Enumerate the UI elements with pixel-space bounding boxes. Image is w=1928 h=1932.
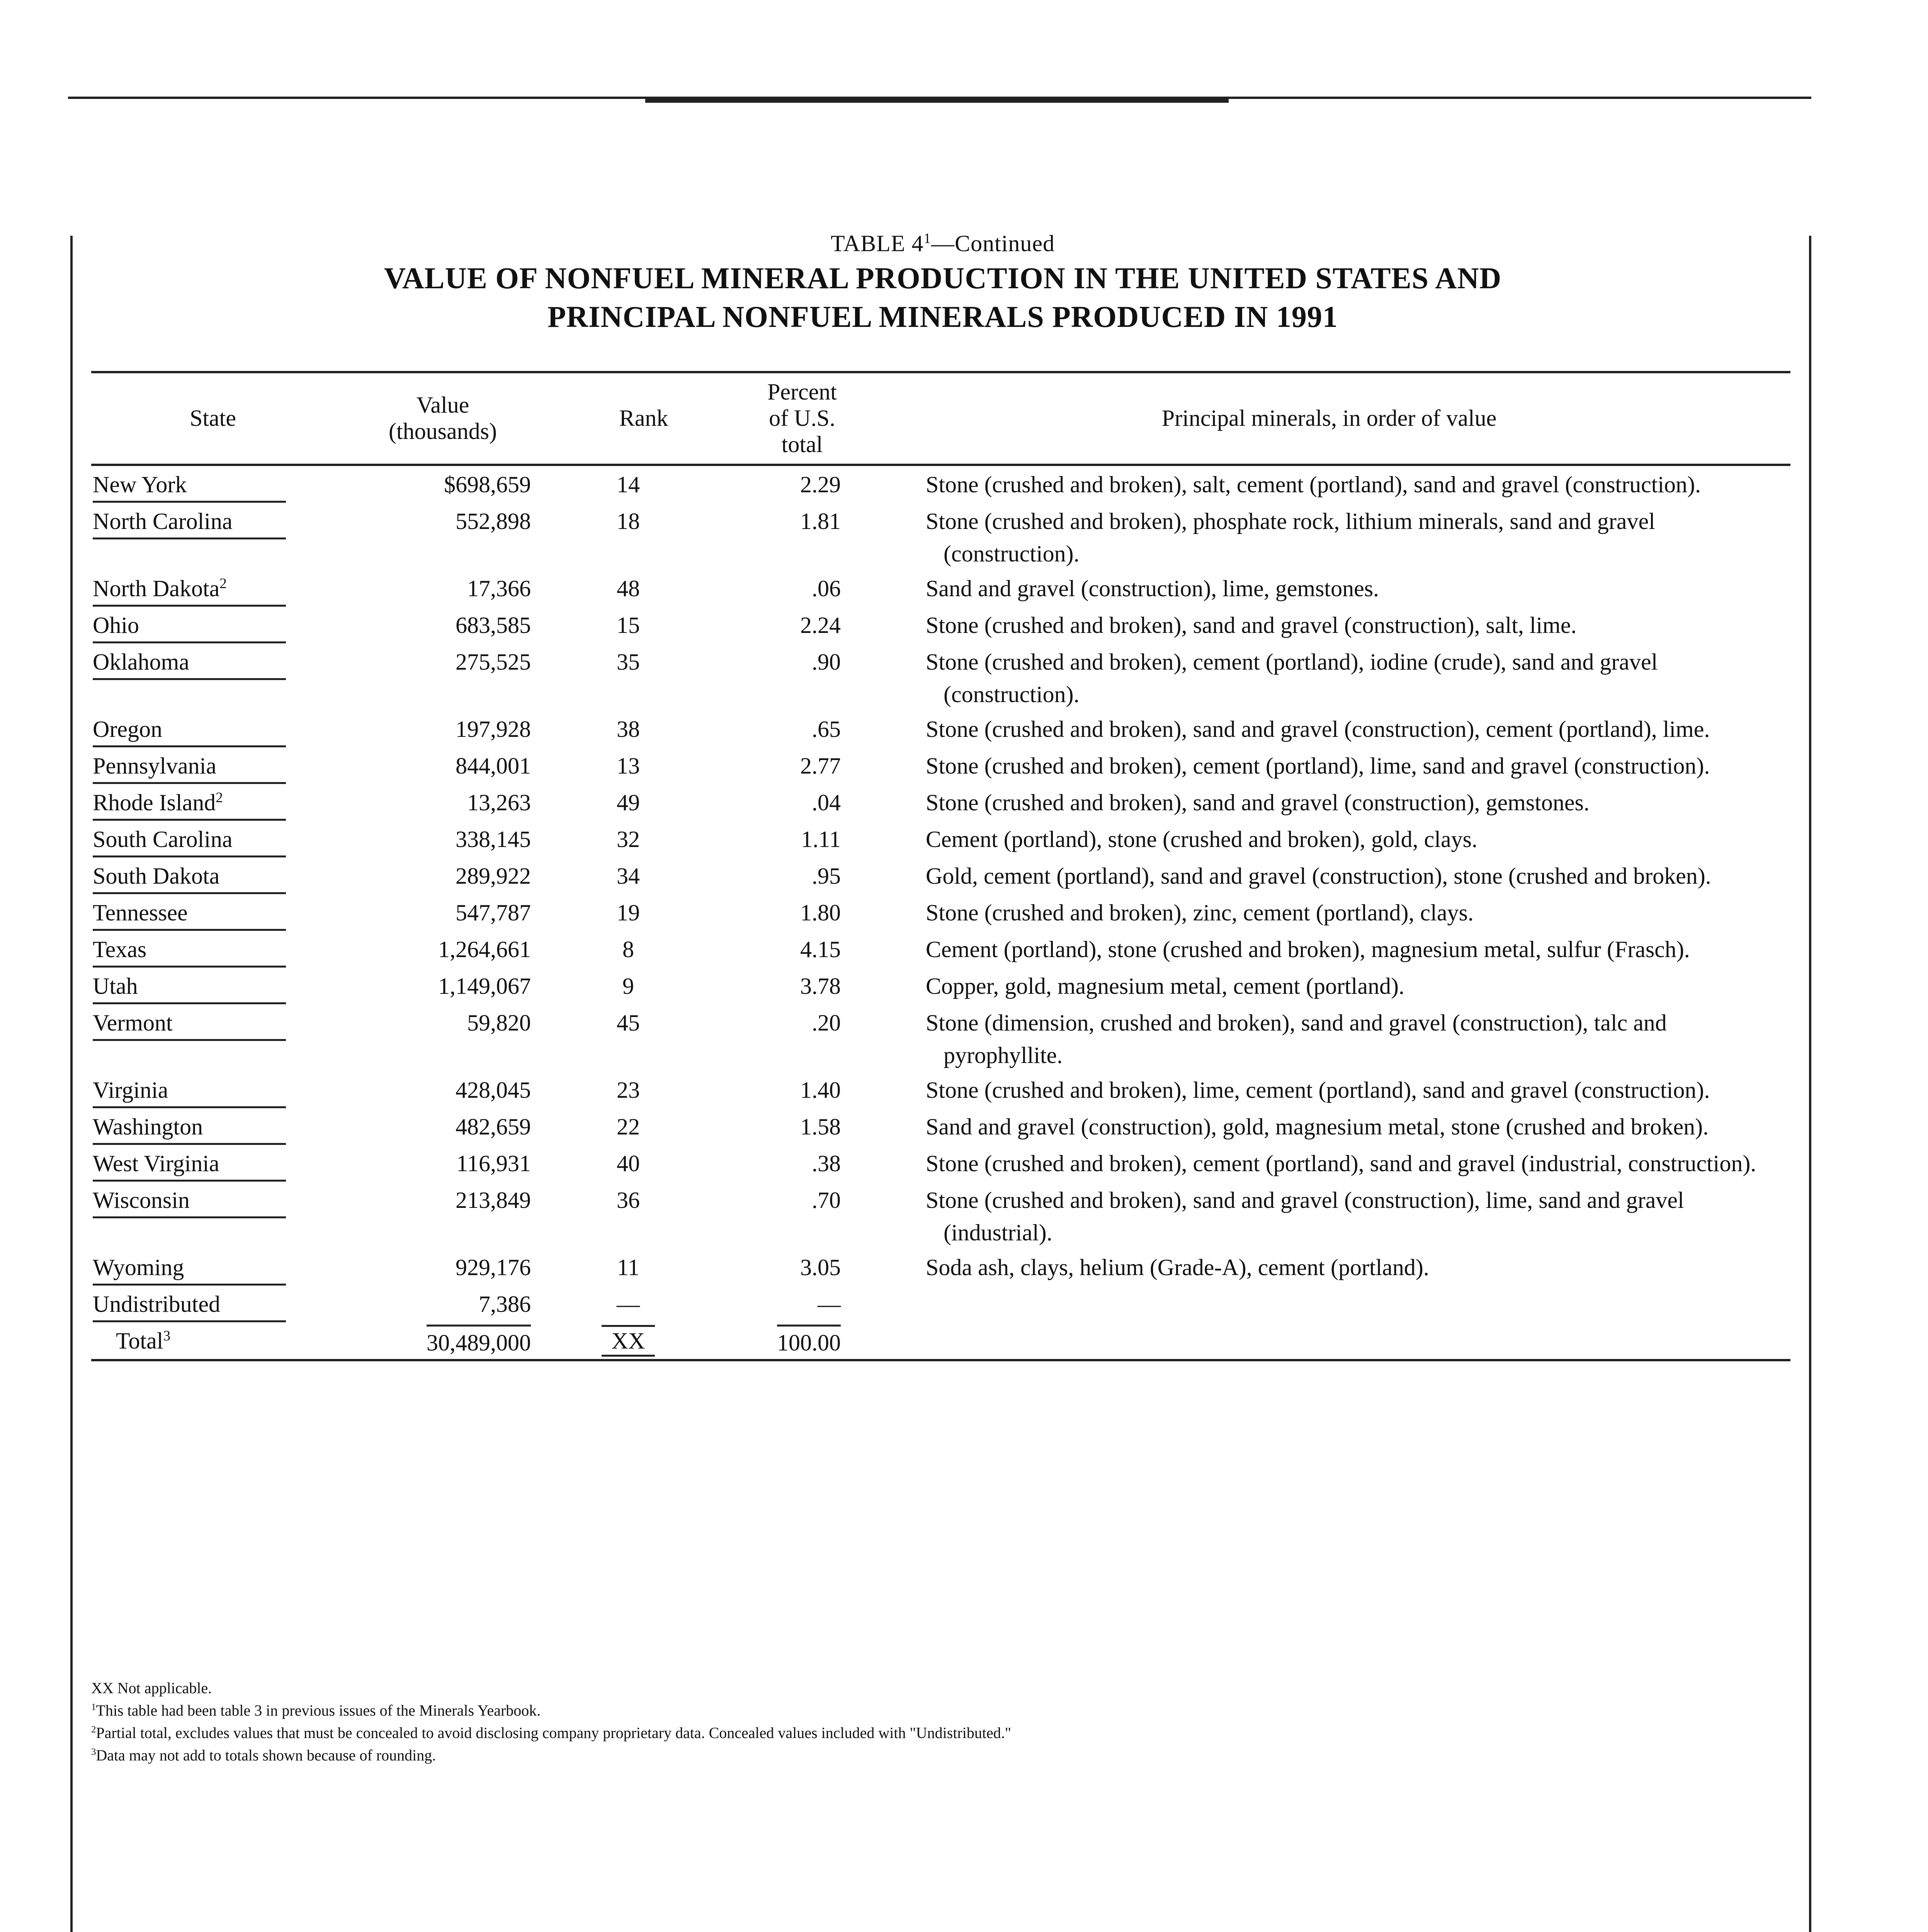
- state-label: [93, 572, 286, 607]
- minerals-cell: [868, 821, 1790, 857]
- rank-cell: 35: [617, 649, 640, 675]
- footnote-text: Partial total, excludes values that must be concealed to avoid disclosing company proprietary data. Concealed values included with "Undistributed.": [96, 1724, 1012, 1742]
- state-name: North Carolina: [93, 509, 233, 534]
- mineral-production-table: [91, 371, 1790, 1361]
- value-cell: 7,386: [479, 1291, 531, 1317]
- value-cell: 428,045: [456, 1077, 531, 1103]
- minerals-cell: [868, 784, 1790, 821]
- rank-cell: 48: [617, 576, 640, 601]
- state-footnote-ref: 2: [216, 790, 223, 806]
- rank-cell: 45: [617, 1010, 640, 1036]
- minerals-text: Stone (crushed and broken), lime, cement (portland), sand and gravel (construction).: [926, 1077, 1710, 1103]
- state-name: Vermont: [93, 1010, 173, 1036]
- percent-cell: 1.11: [801, 827, 841, 852]
- table-title-line2: PRINCIPAL NONFUEL MINERALS PRODUCED IN 1991: [547, 300, 1338, 333]
- rank-cell: 13: [617, 753, 640, 779]
- percent-cell: .20: [812, 1010, 841, 1036]
- minerals-cell: [868, 931, 1790, 968]
- state-cell: [91, 784, 335, 821]
- minerals-text: Stone (crushed and broken), sand and gravel (construction), lime, sand and gravel (industrial).: [926, 1187, 1684, 1245]
- state-cell: [91, 1249, 335, 1286]
- table-label-footnote-ref: 1: [923, 231, 932, 247]
- table-row: [91, 821, 1790, 857]
- total-minerals-cell: [868, 1322, 1790, 1360]
- table-row: [91, 931, 1790, 968]
- state-label: [93, 823, 286, 857]
- percent-cell: 1.40: [800, 1077, 841, 1103]
- percent-cell: .95: [812, 863, 841, 889]
- minerals-text: Stone (crushed and broken), zinc, cement (portland), clays.: [926, 900, 1474, 925]
- rank-cell: 49: [617, 790, 640, 815]
- percent-cell: 2.29: [800, 472, 841, 497]
- minerals-cell: [868, 894, 1790, 931]
- footnote: [91, 1744, 1753, 1767]
- rank-cell: —: [617, 1291, 640, 1317]
- table-row: [91, 747, 1790, 784]
- footnote-text: This table had been table 3 in previous issues of the Minerals Yearbook.: [96, 1702, 541, 1719]
- state-cell: [91, 931, 335, 968]
- state-cell: [91, 1004, 335, 1071]
- minerals-cell: [868, 747, 1790, 784]
- state-name: South Dakota: [93, 863, 220, 889]
- state-label: [93, 505, 286, 539]
- state-cell: [91, 607, 335, 643]
- state-label: [93, 896, 286, 931]
- state-cell: [91, 1071, 335, 1108]
- table-row: [91, 1286, 1790, 1322]
- right-margin-rule: [1809, 236, 1811, 1932]
- header-value-line2: (thousands): [389, 418, 497, 444]
- state-cell: [91, 503, 335, 570]
- percent-cell: .90: [812, 649, 841, 675]
- percent-cell: 1.80: [800, 900, 841, 925]
- rank-cell: 9: [622, 973, 634, 999]
- value-cell: 552,898: [456, 509, 531, 534]
- rank-cell: 18: [617, 509, 640, 534]
- top-rule-accent: [645, 99, 1229, 103]
- percent-cell: .04: [812, 790, 841, 815]
- minerals-text: Stone (crushed and broken), cement (portland), iodine (crude), sand and gravel (construction).: [926, 649, 1658, 707]
- table-body: [91, 465, 1790, 1360]
- value-cell: 116,931: [456, 1151, 531, 1176]
- footnote-marker: 3: [91, 1747, 96, 1757]
- minerals-text: Stone (crushed and broken), cement (portland), sand and gravel (industrial, construction).: [926, 1151, 1756, 1176]
- header-state: [91, 372, 335, 465]
- state-label: [93, 860, 286, 894]
- value-cell: 13,263: [467, 790, 531, 815]
- state-name: North Dakota: [93, 576, 220, 601]
- state-label: [93, 786, 286, 821]
- total-value-cell: [335, 1322, 551, 1360]
- header-value: [335, 372, 551, 465]
- state-label: [93, 933, 286, 968]
- state-label: [93, 1184, 286, 1218]
- rank-cell: 8: [622, 937, 634, 962]
- minerals-cell: [868, 503, 1790, 570]
- minerals-cell: [868, 1071, 1790, 1108]
- percent-cell: 4.15: [800, 937, 841, 962]
- value-cell: 17,366: [467, 576, 531, 601]
- total-percent-cell: [736, 1322, 868, 1360]
- state-cell: [91, 747, 335, 784]
- table-row: [91, 1249, 1790, 1286]
- state-cell: [91, 894, 335, 931]
- header-percent-line3: total: [781, 432, 823, 457]
- state-cell: [91, 465, 335, 503]
- rank-cell: 11: [617, 1255, 639, 1280]
- total-percent: 100.00: [777, 1325, 841, 1359]
- table-row: [91, 1004, 1790, 1071]
- state-name: Wisconsin: [93, 1187, 190, 1213]
- state-label: [93, 1111, 286, 1145]
- footnote-text: XX Not applicable.: [91, 1679, 212, 1697]
- table-row: [91, 1182, 1790, 1249]
- state-label: [93, 609, 286, 643]
- total-row: [91, 1322, 1790, 1360]
- state-name: Virginia: [93, 1077, 168, 1103]
- rank-cell: 22: [617, 1114, 640, 1139]
- state-name: Undistributed: [93, 1291, 220, 1317]
- minerals-cell: [868, 643, 1790, 711]
- left-margin-rule: [70, 236, 73, 1932]
- header-percent: [736, 372, 868, 465]
- table-label-text: TABLE 4: [830, 231, 924, 256]
- table-row: [91, 570, 1790, 607]
- total-rank: XX: [602, 1325, 655, 1357]
- state-cell: [91, 1182, 335, 1249]
- header-value-line1: Value: [416, 392, 469, 418]
- state-name: Wyoming: [93, 1255, 184, 1280]
- rank-cell: 15: [617, 612, 640, 638]
- footnotes: [91, 1677, 1753, 1767]
- rank-cell: 40: [617, 1151, 640, 1176]
- state-cell: [91, 1286, 335, 1322]
- table-label: [93, 228, 1793, 259]
- value-cell: 1,264,661: [438, 937, 531, 962]
- table-row: [91, 1108, 1790, 1145]
- state-cell: [91, 711, 335, 747]
- value-cell: 59,820: [467, 1010, 531, 1036]
- minerals-text: Stone (crushed and broken), sand and gravel (construction), cement (portland), lime.: [926, 716, 1710, 742]
- value-cell: 289,922: [456, 863, 531, 889]
- rank-cell: 36: [617, 1187, 640, 1213]
- minerals-cell: [868, 1249, 1790, 1286]
- minerals-text: Cement (portland), stone (crushed and broken), magnesium metal, sulfur (Frasch).: [926, 937, 1690, 962]
- state-name: New York: [93, 472, 187, 497]
- state-name: Utah: [93, 973, 138, 999]
- header-row: [91, 372, 1790, 465]
- rank-cell: 23: [617, 1077, 640, 1103]
- state-cell: [91, 1145, 335, 1182]
- header-minerals: [868, 372, 1790, 465]
- state-label: [93, 750, 286, 784]
- minerals-cell: [868, 465, 1790, 503]
- minerals-cell: [868, 857, 1790, 894]
- percent-cell: 1.58: [800, 1114, 841, 1139]
- footnote-marker: 2: [91, 1724, 96, 1735]
- minerals-text: Cement (portland), stone (crushed and broken), gold, clays.: [926, 827, 1477, 852]
- state-label: [93, 1074, 286, 1108]
- table-row: [91, 503, 1790, 570]
- percent-cell: 2.77: [800, 753, 841, 779]
- minerals-text: Stone (crushed and broken), sand and gravel (construction), gemstones.: [926, 790, 1590, 815]
- table-row: [91, 465, 1790, 503]
- header-state-text: State: [190, 405, 236, 431]
- state-footnote-ref: 2: [219, 576, 227, 592]
- footnote: [91, 1677, 1753, 1699]
- state-cell: [91, 643, 335, 711]
- minerals-cell: [868, 1182, 1790, 1249]
- footnote: [91, 1722, 1753, 1744]
- state-cell: [91, 821, 335, 857]
- value-cell: $698,659: [444, 472, 531, 497]
- value-cell: 197,928: [456, 716, 531, 742]
- table-label-suffix: —Continued: [931, 231, 1055, 256]
- minerals-cell: [868, 570, 1790, 607]
- rank-cell: 14: [617, 472, 640, 497]
- minerals-text: Stone (crushed and broken), cement (portland), lime, sand and gravel (construction).: [926, 753, 1710, 779]
- minerals-text: Soda ash, clays, helium (Grade-A), cement (portland).: [926, 1255, 1429, 1280]
- table-row: [91, 968, 1790, 1004]
- minerals-text: Stone (crushed and broken), sand and gravel (construction), salt, lime.: [926, 612, 1577, 638]
- minerals-cell: [868, 1286, 1790, 1322]
- table-row: [91, 1145, 1790, 1182]
- table-row: [91, 857, 1790, 894]
- footnote: [91, 1699, 1753, 1722]
- value-cell: 1,149,067: [438, 973, 531, 999]
- state-cell: [91, 968, 335, 1004]
- percent-cell: .70: [812, 1187, 841, 1213]
- total-label-cell: [91, 1322, 335, 1360]
- value-cell: 338,145: [456, 827, 531, 852]
- minerals-text: Sand and gravel (construction), gold, magnesium metal, stone (crushed and broken).: [926, 1114, 1709, 1139]
- table-row: [91, 1071, 1790, 1108]
- state-name: Tennessee: [93, 900, 188, 925]
- value-cell: 844,001: [456, 753, 531, 779]
- state-name: Pennsylvania: [93, 753, 216, 779]
- state-label: [93, 646, 286, 680]
- state-label: [93, 1147, 286, 1182]
- state-name: Texas: [93, 937, 147, 962]
- table-row: [91, 894, 1790, 931]
- value-cell: 213,849: [456, 1187, 531, 1213]
- percent-cell: .65: [812, 716, 841, 742]
- header-percent-line1: Percent: [767, 379, 837, 405]
- table-title-line1: VALUE OF NONFUEL MINERAL PRODUCTION IN THE UNITED STATES AND: [384, 261, 1502, 295]
- state-name: Rhode Island: [93, 790, 216, 815]
- minerals-cell: [868, 1108, 1790, 1145]
- percent-cell: 3.78: [800, 973, 841, 999]
- value-cell: 482,659: [456, 1114, 531, 1139]
- minerals-text: Stone (crushed and broken), salt, cement (portland), sand and gravel (construction).: [926, 472, 1701, 497]
- minerals-text: Sand and gravel (construction), lime, gemstones.: [926, 576, 1379, 601]
- minerals-cell: [868, 968, 1790, 1004]
- percent-cell: 3.05: [800, 1255, 841, 1280]
- total-label-text: Total: [116, 1328, 163, 1354]
- state-name: Ohio: [93, 612, 139, 638]
- header-rank: [551, 372, 736, 465]
- minerals-text: Copper, gold, magnesium metal, cement (portland).: [926, 973, 1404, 999]
- rank-cell: 38: [617, 716, 640, 742]
- header-rank-text: Rank: [619, 405, 668, 431]
- minerals-text: Gold, cement (portland), sand and gravel (construction), stone (crushed and broken).: [926, 863, 1711, 889]
- rank-cell: 32: [617, 827, 640, 852]
- table-row: [91, 643, 1790, 711]
- state-name: Oregon: [93, 716, 162, 742]
- minerals-cell: [868, 607, 1790, 643]
- value-cell: 275,525: [456, 649, 531, 675]
- table-row: [91, 784, 1790, 821]
- minerals-text: Stone (dimension, crushed and broken), sand and gravel (construction), talc and pyrophyllite.: [926, 1010, 1667, 1068]
- value-cell: 683,585: [456, 612, 531, 638]
- footnote-marker: 1: [91, 1702, 96, 1713]
- state-label: [93, 1251, 286, 1286]
- percent-cell: .06: [812, 576, 841, 601]
- footnote-text: Data may not add to totals shown because of rounding.: [96, 1747, 436, 1764]
- rank-cell: 34: [617, 863, 640, 889]
- total-rank-cell: [551, 1322, 736, 1360]
- state-cell: [91, 570, 335, 607]
- value-cell: 929,176: [456, 1255, 531, 1280]
- minerals-text: Stone (crushed and broken), phosphate rock, lithium minerals, sand and gravel (construction).: [926, 509, 1655, 566]
- state-label: [93, 468, 286, 503]
- state-label: [93, 970, 286, 1004]
- percent-cell: .38: [812, 1151, 841, 1176]
- minerals-cell: [868, 1145, 1790, 1182]
- table-row: [91, 607, 1790, 643]
- minerals-cell: [868, 1004, 1790, 1071]
- header-minerals-text: Principal minerals, in order of value: [1161, 405, 1497, 431]
- state-name: Washington: [93, 1114, 203, 1139]
- header-percent-line2: of U.S.: [769, 405, 835, 431]
- state-name: West Virginia: [93, 1151, 219, 1176]
- percent-cell: —: [818, 1291, 841, 1317]
- percent-cell: 1.81: [800, 509, 841, 534]
- state-name: South Carolina: [93, 827, 233, 852]
- state-name: Oklahoma: [93, 649, 189, 675]
- table-heading: [93, 228, 1793, 336]
- state-label: [93, 713, 286, 747]
- table-header: [91, 372, 1790, 465]
- state-label: [93, 1288, 286, 1322]
- rank-cell: 19: [617, 900, 640, 925]
- minerals-cell: [868, 711, 1790, 747]
- state-label: [93, 1007, 286, 1041]
- total-value: 30,489,000: [427, 1325, 531, 1359]
- table-row: [91, 711, 1790, 747]
- value-cell: 547,787: [456, 900, 531, 925]
- percent-cell: 2.24: [800, 612, 841, 638]
- data-table: [91, 371, 1790, 1361]
- total-label: [93, 1328, 170, 1354]
- state-cell: [91, 1108, 335, 1145]
- total-footnote-ref: 3: [163, 1328, 171, 1344]
- state-cell: [91, 857, 335, 894]
